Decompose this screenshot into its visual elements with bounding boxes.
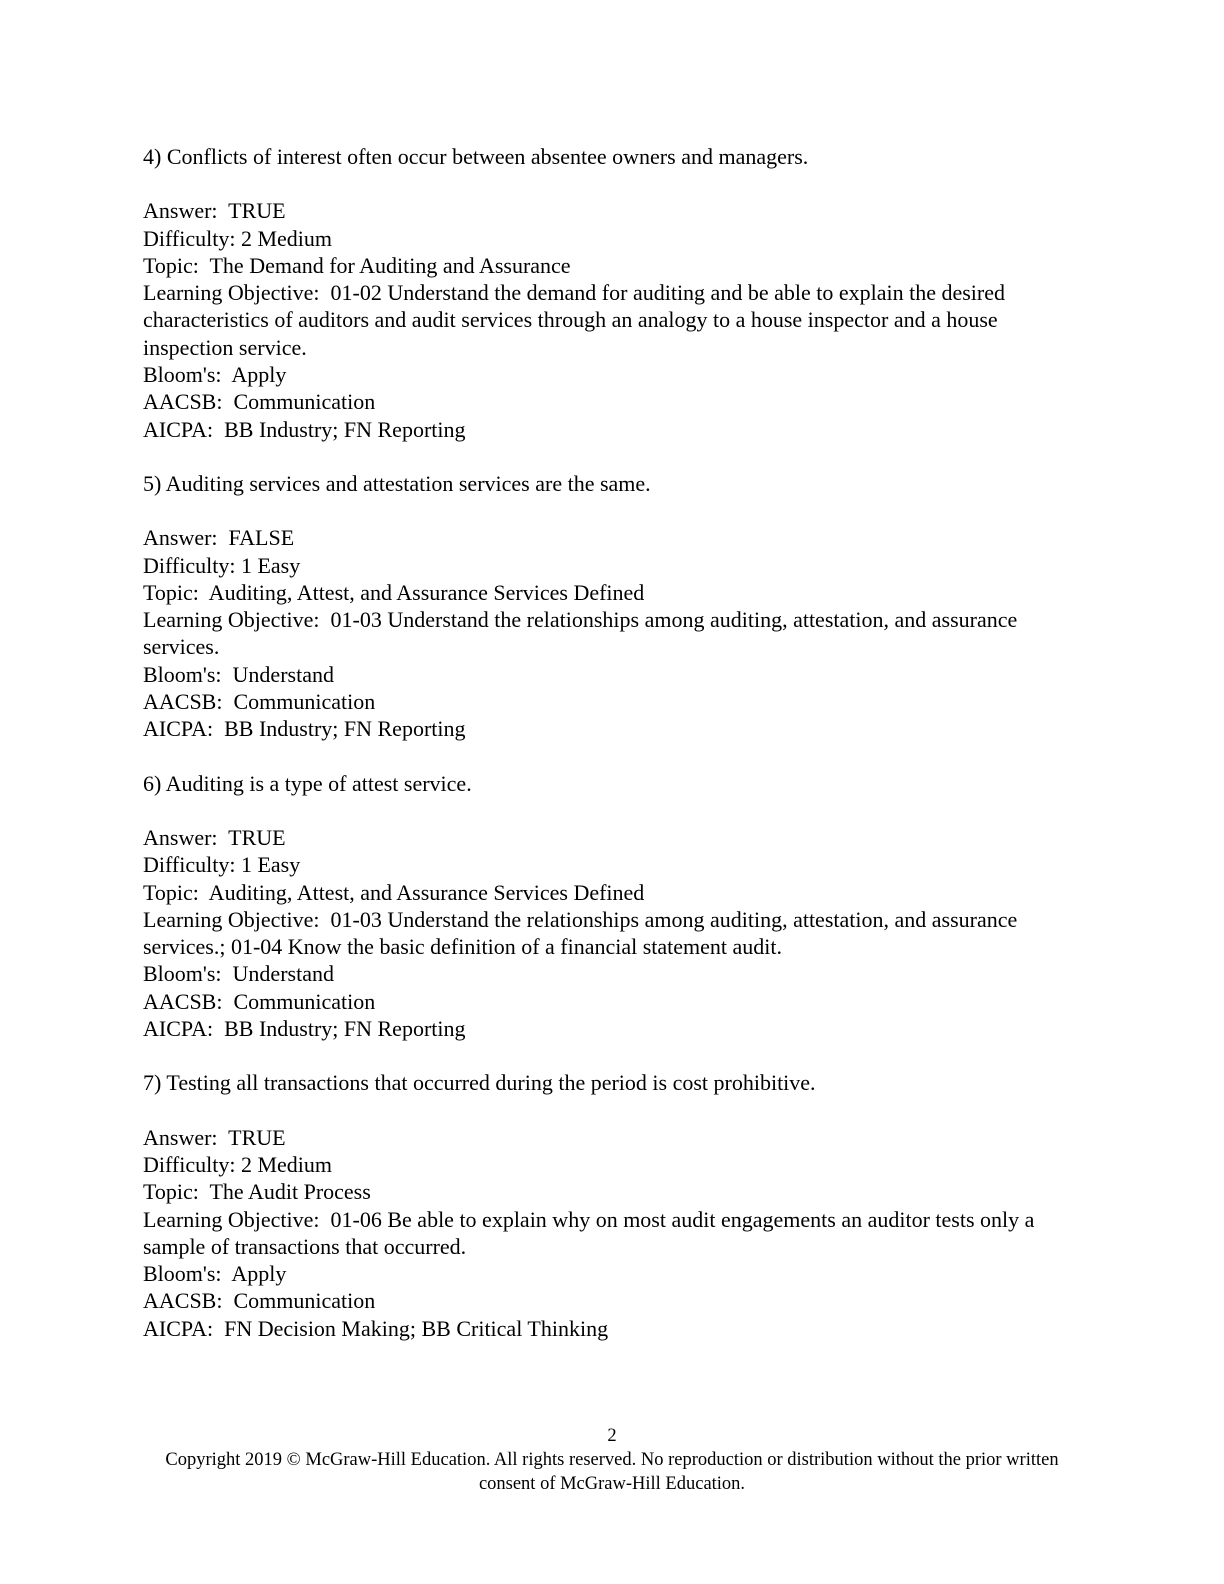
topic-line: Topic: Auditing, Attest, and Assurance Services Defined bbox=[143, 879, 645, 905]
question-text: 4) Conflicts of interest often occur between absentee owners and managers. bbox=[143, 144, 809, 169]
difficulty-line: Difficulty: 2 Medium bbox=[143, 225, 333, 251]
blooms-line: Bloom's: Understand bbox=[143, 961, 334, 987]
aacsb-line: AACSB: Communication bbox=[143, 988, 376, 1014]
topic-line: Topic: The Audit Process bbox=[143, 1179, 371, 1205]
question-6 bbox=[143, 770, 1083, 1043]
answer-line: Answer: TRUE bbox=[143, 824, 286, 850]
aicpa-line: AICPA: FN Decision Making; BB Critical Thinking bbox=[143, 1315, 609, 1341]
document-page bbox=[143, 143, 1083, 1369]
difficulty-line: Difficulty: 1 Easy bbox=[143, 852, 301, 878]
difficulty-line: Difficulty: 1 Easy bbox=[143, 552, 301, 578]
answer-line: Answer: FALSE bbox=[143, 525, 295, 551]
learning-objective-line: Learning Objective: 01-03 Understand the relationships among auditing, attestation, and assurance services. bbox=[143, 607, 1023, 660]
topic-line: Topic: Auditing, Attest, and Assurance Services Defined bbox=[143, 579, 645, 605]
learning-objective-line: Learning Objective: 01-06 Be able to explain why on most audit engagements an auditor tests only a sample of transactions that occurred. bbox=[143, 1206, 1040, 1259]
aacsb-line: AACSB: Communication bbox=[143, 389, 376, 415]
question-4 bbox=[143, 143, 1083, 443]
aicpa-line: AICPA: BB Industry; FN Reporting bbox=[143, 416, 466, 442]
page-footer bbox=[0, 1424, 1224, 1496]
aicpa-line: AICPA: BB Industry; FN Reporting bbox=[143, 716, 466, 742]
aicpa-line: AICPA: BB Industry; FN Reporting bbox=[143, 1016, 466, 1042]
answer-line: Answer: TRUE bbox=[143, 1124, 286, 1150]
topic-line: Topic: The Demand for Auditing and Assurance bbox=[143, 252, 571, 278]
aacsb-line: AACSB: Communication bbox=[143, 689, 376, 715]
question-text: 5) Auditing services and attestation services are the same. bbox=[143, 470, 651, 496]
question-7 bbox=[143, 1069, 1083, 1342]
learning-objective-line: Learning Objective: 01-02 Understand the demand for auditing and be able to explain the desired characteristics of auditors and audit services through an analogy to a house inspector and a house inspection service. bbox=[143, 280, 1011, 360]
answer-line: Answer: TRUE bbox=[143, 198, 286, 224]
blooms-line: Bloom's: Apply bbox=[143, 362, 287, 388]
blooms-line: Bloom's: Understand bbox=[143, 661, 334, 687]
page-number: 2 bbox=[607, 1426, 617, 1446]
copyright-notice: Copyright 2019 © McGraw-Hill Education. All rights reserved. No reproduction or distribution without the prior written consent of McGraw-Hill Education. bbox=[165, 1450, 1059, 1494]
difficulty-line: Difficulty: 2 Medium bbox=[143, 1151, 333, 1177]
question-text: 7) Testing all transactions that occurred during the period is cost prohibitive. bbox=[143, 1070, 816, 1096]
blooms-line: Bloom's: Apply bbox=[143, 1261, 287, 1287]
question-5 bbox=[143, 470, 1083, 743]
learning-objective-line: Learning Objective: 01-03 Understand the relationships among auditing, attestation, and assurance services.; 01-04 Know the basic definition of a financial statement audit. bbox=[143, 906, 1023, 960]
aacsb-line: AACSB: Communication bbox=[143, 1288, 376, 1314]
question-text: 6) Auditing is a type of attest service. bbox=[143, 770, 472, 796]
